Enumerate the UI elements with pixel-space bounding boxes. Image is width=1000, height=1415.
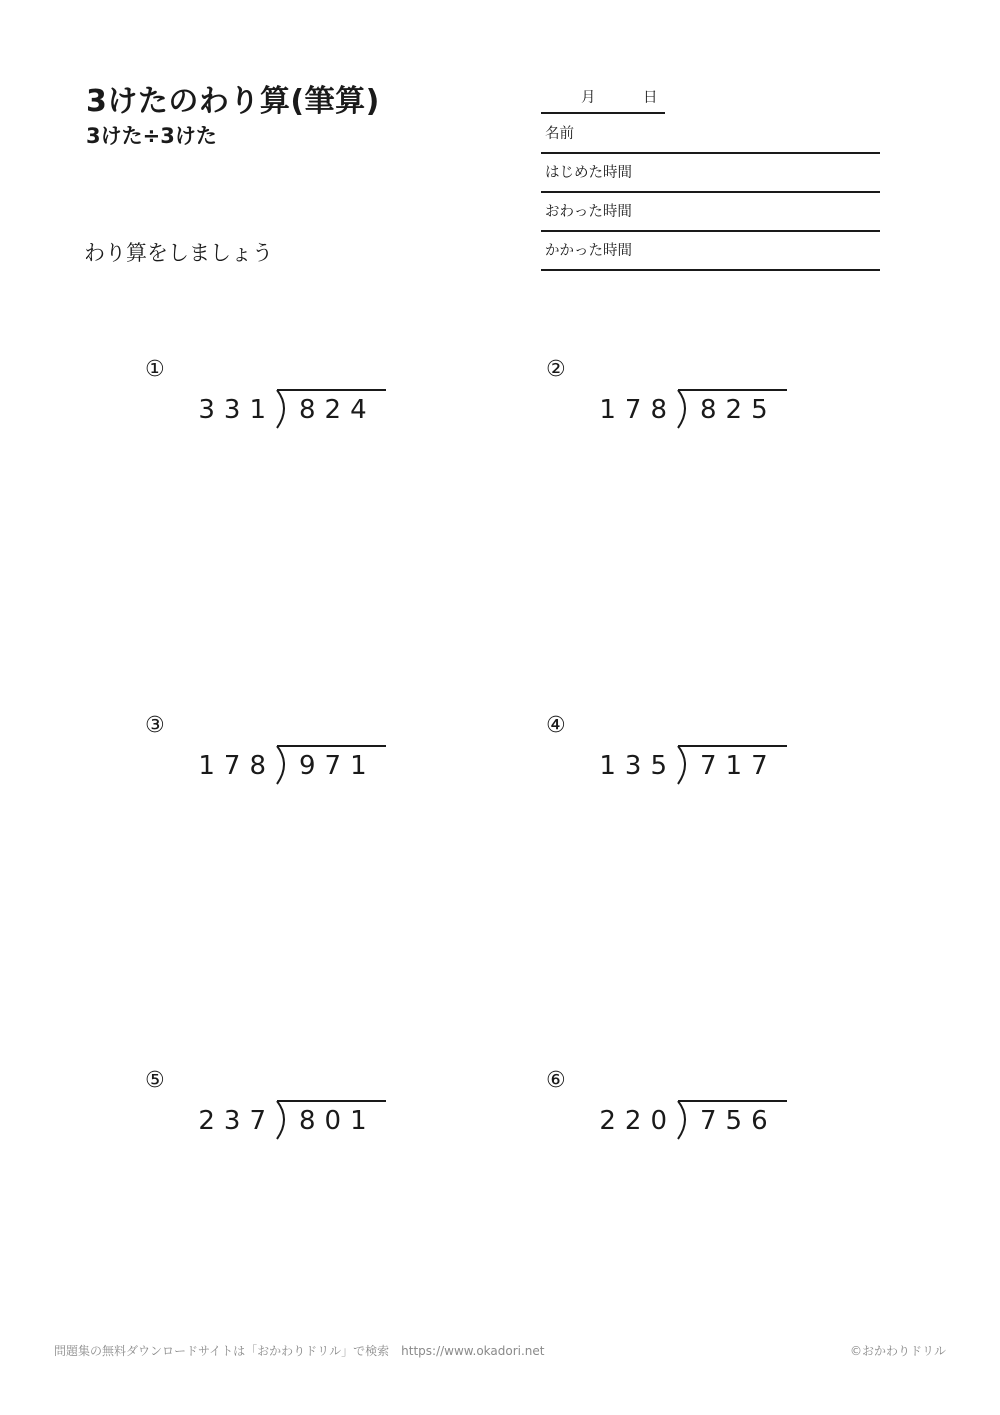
problem-5 xyxy=(145,1070,405,1170)
name-label: 名前 xyxy=(545,126,574,142)
problem-number: ② xyxy=(546,357,566,382)
worksheet-title: 3けたのわり算(筆算) xyxy=(86,84,380,119)
footer-site-notice: 問題集の無料ダウンロードサイトは「おかわりドリル」で検索 https://www.okadori.net xyxy=(54,1344,545,1358)
day-label: 日 xyxy=(643,90,658,106)
problem-1 xyxy=(145,359,405,459)
elapsed-time-label: かかった時間 xyxy=(545,243,632,259)
problem-3 xyxy=(145,715,405,815)
start-time-field[interactable] xyxy=(541,154,880,193)
name-field[interactable] xyxy=(541,114,880,154)
problem-number: ⑤ xyxy=(145,1068,165,1093)
problem-number: ① xyxy=(145,357,165,382)
start-time-label: はじめた時間 xyxy=(545,165,632,181)
elapsed-time-field[interactable] xyxy=(541,232,880,271)
divisor: 220 xyxy=(599,1106,676,1136)
date-field[interactable] xyxy=(541,82,665,114)
end-time-label: おわった時間 xyxy=(545,204,632,220)
divisor: 237 xyxy=(198,1106,275,1136)
dividend: 825 xyxy=(700,395,777,425)
dividend: 801 xyxy=(299,1106,376,1136)
problem-4 xyxy=(546,715,806,815)
problem-number: ③ xyxy=(145,713,165,738)
dividend: 717 xyxy=(700,751,777,781)
problem-2 xyxy=(546,359,806,459)
dividend: 824 xyxy=(299,395,376,425)
problem-number: ④ xyxy=(546,713,566,738)
problem-number: ⑥ xyxy=(546,1068,566,1093)
problem-6 xyxy=(546,1070,806,1170)
divisor: 178 xyxy=(198,751,275,781)
divisor: 135 xyxy=(599,751,676,781)
dividend: 971 xyxy=(299,751,376,781)
divisor: 331 xyxy=(198,395,275,425)
instruction-text: わり算をしましょう xyxy=(84,241,273,265)
worksheet-subtitle: 3けた÷3けた xyxy=(86,124,217,148)
dividend: 756 xyxy=(700,1106,777,1136)
divisor: 178 xyxy=(599,395,676,425)
footer-copyright: ©おかわりドリル xyxy=(850,1344,947,1358)
end-time-field[interactable] xyxy=(541,193,880,232)
month-label: 月 xyxy=(581,90,596,106)
